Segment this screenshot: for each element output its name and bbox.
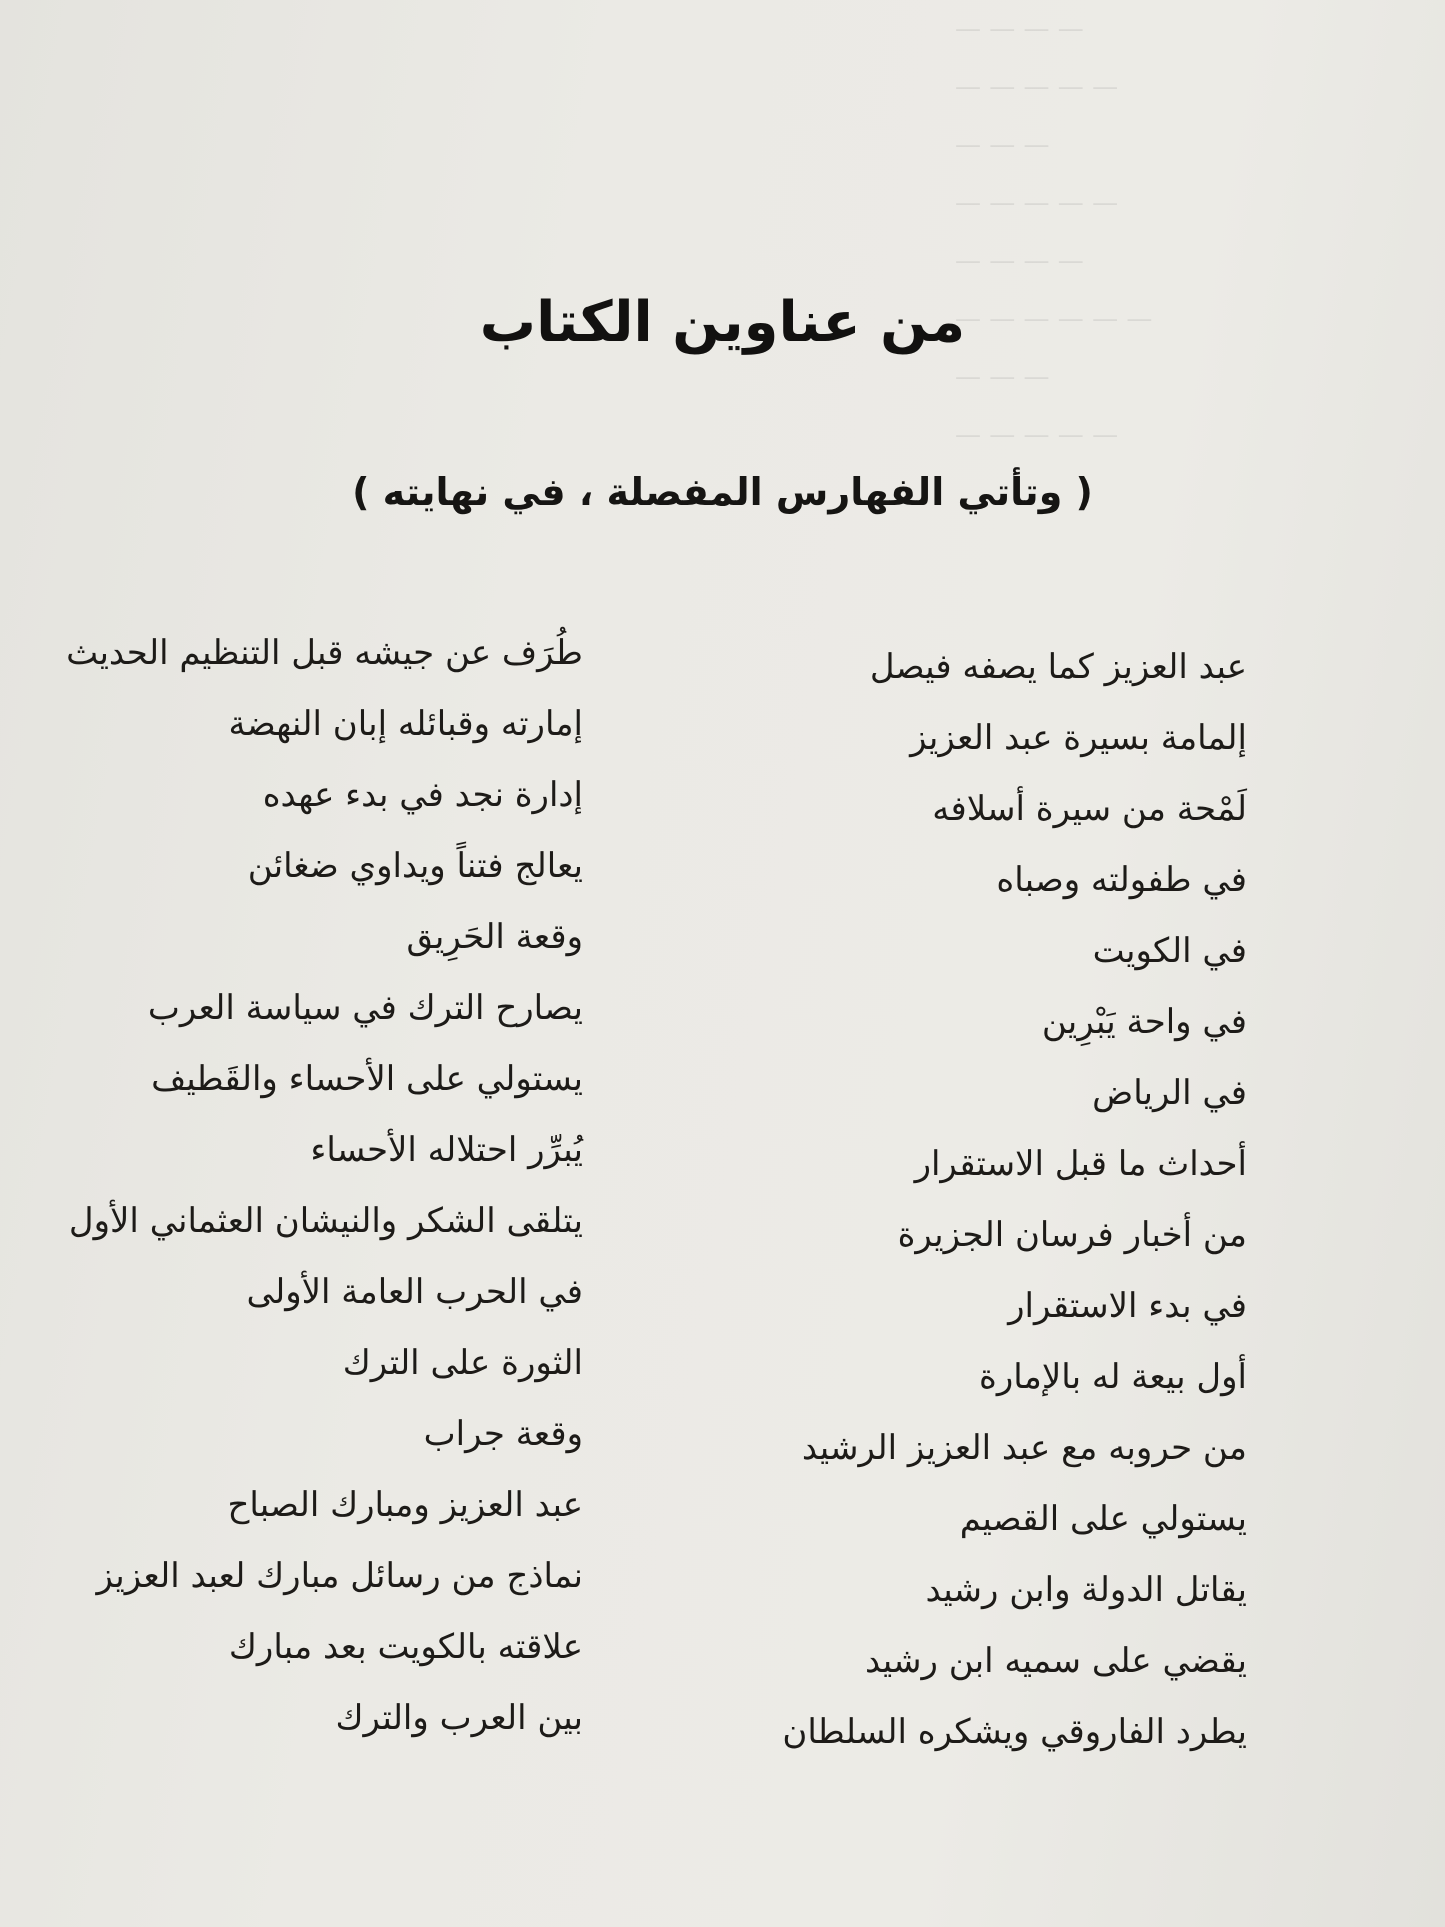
- contents-item: يطرد الفاروقي ويشكره السلطان: [782, 1712, 1247, 1752]
- contents-item: من أخبار فرسان الجزيرة: [897, 1215, 1247, 1255]
- contents-item: إمارته وقبائله إبان النهضة: [228, 704, 583, 744]
- contents-item: في واحة يَبْرِين: [1041, 1002, 1247, 1042]
- contents-item: وقعة جراب: [423, 1414, 583, 1454]
- contents-item: يصارح الترك في سياسة العرب: [147, 988, 583, 1028]
- contents-item: يقضي على سميه ابن رشيد: [864, 1641, 1247, 1681]
- page-title: من عناوين الكتاب: [479, 290, 966, 355]
- contents-item: في بدء الاستقرار: [1008, 1286, 1247, 1326]
- contents-item: الثورة على الترك: [342, 1343, 583, 1383]
- contents-column-left: [23, 618, 583, 1754]
- contents-item: بين العرب والترك: [335, 1698, 583, 1738]
- contents-item: من حروبه مع عبد العزيز الرشيد: [801, 1428, 1247, 1468]
- contents-item: يتلقى الشكر والنيشان العثماني الأول: [68, 1201, 583, 1241]
- contents-item: في الرياض: [1092, 1073, 1247, 1113]
- contents-item: عبد العزيز كما يصفه فيصل: [869, 647, 1247, 687]
- contents-item: إلمامة بسيرة عبد العزيز: [910, 718, 1247, 758]
- contents-item: يعالج فتناً ويداوي ضغائن: [247, 846, 583, 886]
- contents-column-right: [687, 632, 1247, 1768]
- contents-item: طُرَف عن جيشه قبل التنظيم الحديث: [66, 633, 583, 673]
- contents-item: أول بيعة له بالإمارة: [979, 1357, 1247, 1397]
- contents-item: عبد العزيز ومبارك الصباح: [227, 1485, 583, 1525]
- contents-item: يقاتل الدولة وابن رشيد: [925, 1570, 1247, 1610]
- page-subtitle: ( وتأتي الفهارس المفصلة ، في نهايته ): [352, 470, 1093, 514]
- contents-item: يستولي على القصيم: [959, 1499, 1247, 1539]
- contents-item: لَمْحة من سيرة أسلافه: [932, 789, 1247, 829]
- contents-item: نماذج من رسائل مبارك لعبد العزيز: [96, 1556, 583, 1596]
- bleed-through-text: — — — — — — — — — — — — — — — — — — — — — — — — — — — — — — — — — — —: [955, 14, 1153, 450]
- contents-item: في الحرب العامة الأولى: [246, 1272, 583, 1312]
- contents-item: يستولي على الأحساء والقَطيف: [151, 1059, 583, 1099]
- contents-item: في الكويت: [1092, 931, 1247, 971]
- contents-item: يُبرِّر احتلاله الأحساء: [310, 1130, 583, 1170]
- contents-item: علاقته بالكويت بعد مبارك: [228, 1627, 583, 1667]
- contents-item: وقعة الحَرِيق: [406, 917, 583, 957]
- contents-item: إدارة نجد في بدء عهده: [262, 775, 583, 815]
- contents-item: في طفولته وصباه: [996, 860, 1247, 900]
- contents-item: أحداث ما قبل الاستقرار: [914, 1144, 1247, 1184]
